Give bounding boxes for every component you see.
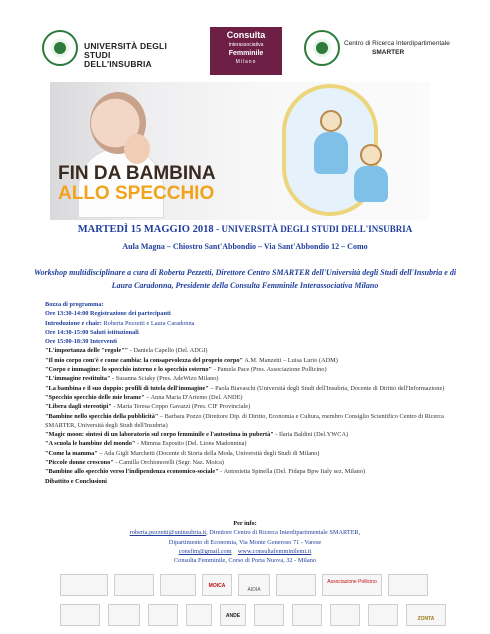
- info-title: Per info:: [233, 520, 257, 527]
- programme-intro: [45, 319, 465, 328]
- talk-item: [45, 449, 465, 458]
- talk-item: [45, 356, 465, 365]
- talk-title: "La bambina e il suo doppio: profili di tutela dell'immagine": [45, 384, 209, 392]
- sponsor-logo: [160, 574, 196, 596]
- talk-title: "L'immagine restituita": [45, 375, 111, 383]
- event-date: [0, 224, 490, 235]
- sponsor-logo: [330, 604, 360, 626]
- talk-speaker: - Susanna Sciaky (Pres. AdeWizo Milano): [110, 375, 219, 383]
- talk-title: "Bambine allo specchio verso l'indipendenza economico-sociale": [45, 468, 219, 476]
- talk-speaker: - Antonietta Spinella (Del. Fidapa Bpw Italy sez. Milano): [218, 468, 366, 476]
- sponsor-logos: [60, 574, 452, 630]
- uni-name-line1: UNIVERSITÀ DEGLI STUDI: [84, 41, 168, 60]
- talk-item: [45, 467, 465, 476]
- talk-item: [45, 384, 465, 393]
- talk-title: "L'importanza delle "regole"": [45, 347, 129, 355]
- info-email2-link[interactable]: consfim@gmail.com: [178, 547, 232, 555]
- programme-greetings: Ore 14:30-15:00 Saluti istituzionali: [45, 328, 139, 336]
- consulta-line3: Femminile: [228, 50, 264, 57]
- intro-label: Introduzione e chair:: [45, 319, 102, 327]
- sponsor-logo-zonta: ZONTA: [406, 604, 446, 626]
- sponsor-logo: [108, 604, 140, 626]
- smarter-logo: [304, 30, 464, 70]
- talk-title: "Come la mamma": [45, 449, 98, 457]
- event-university: - UNIVERSITÀ DEGLI STUDI DELL'INSUBRIA: [216, 224, 413, 234]
- sponsor-logo: [60, 604, 100, 626]
- talk-speaker: – Barbara Pozzo (Direttore Dip. di Diritto, Economia e Cultura, membro Consiglio Scientifico Centro di Ricerca SMARTER, Università degli Studi dell'Insubria): [45, 412, 444, 429]
- intro-names: Roberta Pezzetti e Laura Caradonna: [103, 319, 195, 327]
- insubria-logo: [42, 30, 172, 70]
- talk-title: "Il mio corpo com'è e come cambia: la consapevolezza del proprio corpo": [45, 356, 244, 364]
- programme-registration: Ore 13:30-14:00 Registrazione dei partecipanti: [45, 310, 171, 318]
- talk-title: "A scuola le bambine del mondo": [45, 440, 136, 448]
- sponsor-logo: [186, 604, 212, 626]
- consulta-logo: [210, 27, 282, 75]
- sponsor-logo: [254, 604, 284, 626]
- info-block: [0, 519, 490, 565]
- sponsor-logo: [148, 604, 178, 626]
- hero-image: [50, 82, 430, 220]
- consulta-line2: Interassociativa: [228, 42, 264, 48]
- event-date-text: MARTEDÌ 15 MAGGIO 2018: [77, 224, 214, 235]
- talk-title: "Bambine nello specchio della pubblicità": [45, 412, 159, 420]
- hero-title-line1: FIN DA BAMBINA: [58, 163, 216, 184]
- talk-speaker: - Mimma Esposito (Del. Lions Madonnina): [135, 440, 247, 448]
- info-site-link[interactable]: www.consultafemminilemi.it: [237, 547, 312, 555]
- insubria-seal-icon: [42, 30, 78, 66]
- mirror-reflection-illustration: [314, 110, 348, 196]
- talk-item: [45, 346, 465, 355]
- talk-speaker: - Daniela Capello (Del. ADGI): [128, 347, 208, 355]
- sponsor-logo: [114, 574, 154, 596]
- talk-speaker: – Ada Gigli Marchetti (Docente di Storia della Moda, Università degli Studi di Milano): [97, 449, 320, 457]
- programme-talks-heading: Ore 15:00-18:30 Interventi: [45, 338, 117, 346]
- hero-title-line2: ALLO SPECCHIO: [58, 183, 215, 204]
- sponsor-logo: [368, 604, 398, 626]
- programme: [45, 300, 465, 486]
- workshop-description: Workshop multidisciplinare a cura di Roberta Pezzetti, Direttore Centro SMARTER dell'Università degli Studi dell'Insubria e di Laura Caradonna, Presidente della Consulta Femminile Interassociativa Milano: [33, 268, 457, 290]
- uni-name-line2: DELL'INSUBRIA: [84, 59, 152, 69]
- sponsor-logo: [388, 574, 428, 596]
- talk-speaker: - Ilaria Baldini (Del.YWCA): [273, 431, 349, 439]
- talk-title: "Specchio specchio delle mie brame": [45, 393, 145, 401]
- talk-item: [45, 365, 465, 374]
- talk-title: "Magic moon: sintesi di un laboratorio sul corpo femminile e l'autostima in pubertà": [45, 431, 274, 439]
- sponsor-logo-pollicino: Associazione Pollicino: [322, 574, 382, 596]
- hero-title: [58, 164, 216, 204]
- sponsor-logo-moica: MOICA: [202, 574, 232, 596]
- info-line4: Consulta Femminile, Corso di Porta Nuova, 32 - Milano: [173, 557, 317, 565]
- consulta-line1: Consulta: [226, 30, 266, 40]
- talk-speaker: - Camilla Orchionorelli (Segr. Naz. Moica): [113, 459, 224, 467]
- girl-illustration: [352, 144, 392, 218]
- talk-item: [45, 430, 465, 439]
- sponsor-logo: [292, 604, 322, 626]
- info-line1: , Direttore Centro di Ricerca Interdipartimentale SMARTER,: [206, 529, 361, 537]
- info-email-link[interactable]: roberta.pezzetti@uninsubria.it: [129, 529, 207, 537]
- sponsor-logo: [60, 574, 108, 596]
- sponsor-logo-ande: ANDE: [220, 604, 246, 626]
- talk-speaker: – Anna Maria D'Ariemo (Del. ANDE): [144, 393, 243, 401]
- smarter-seal-icon: [304, 30, 340, 66]
- info-line2: Dipartimento di Economia, Via Monte Generoso 71 - Varese: [168, 538, 322, 546]
- talk-speaker: - Pamela Pace (Pres. Associazione Pollicino): [212, 366, 327, 374]
- talks-list: [45, 346, 465, 476]
- consulta-line4: Milano: [235, 59, 257, 65]
- talk-item: [45, 402, 465, 411]
- talk-speaker: A.M. Manzetti – Luisa Lurio (ADM): [243, 356, 338, 364]
- sponsor-logo-aidia: AIDIA: [238, 574, 270, 596]
- programme-closing: Dibattito e Conclusioni: [45, 477, 107, 485]
- talk-item: [45, 374, 465, 383]
- talk-item: [45, 393, 465, 402]
- talk-item: [45, 458, 465, 467]
- talk-title: "Piccole donne crescono": [45, 459, 114, 467]
- event-venue: Aula Magna – Chiostro Sant'Abbondio – Via Sant'Abbondio 12 – Como: [122, 242, 368, 251]
- smarter-line1: Centro di Ricerca Interdipartimentale: [344, 40, 450, 47]
- talk-speaker: - Maria Teresa Coppo Gavazzi (Pres. CIF Provinciale): [111, 403, 251, 411]
- programme-heading: Bozza di programma:: [45, 301, 104, 308]
- header-logos: [0, 22, 490, 78]
- smarter-line2: SMARTER: [372, 49, 405, 56]
- talk-speaker: – Paola Biavaschi (Università degli Studi dell'Insubria, Docente di Diritto dell'Informazione): [208, 384, 445, 392]
- sponsor-logo: [276, 574, 316, 596]
- talk-item: [45, 412, 465, 431]
- talk-title: "Libera dagli stereotipi": [45, 403, 112, 411]
- talk-title: "Corpo e immagine: lo specchio interno e lo specchio esterno": [45, 366, 213, 374]
- talk-item: [45, 439, 465, 448]
